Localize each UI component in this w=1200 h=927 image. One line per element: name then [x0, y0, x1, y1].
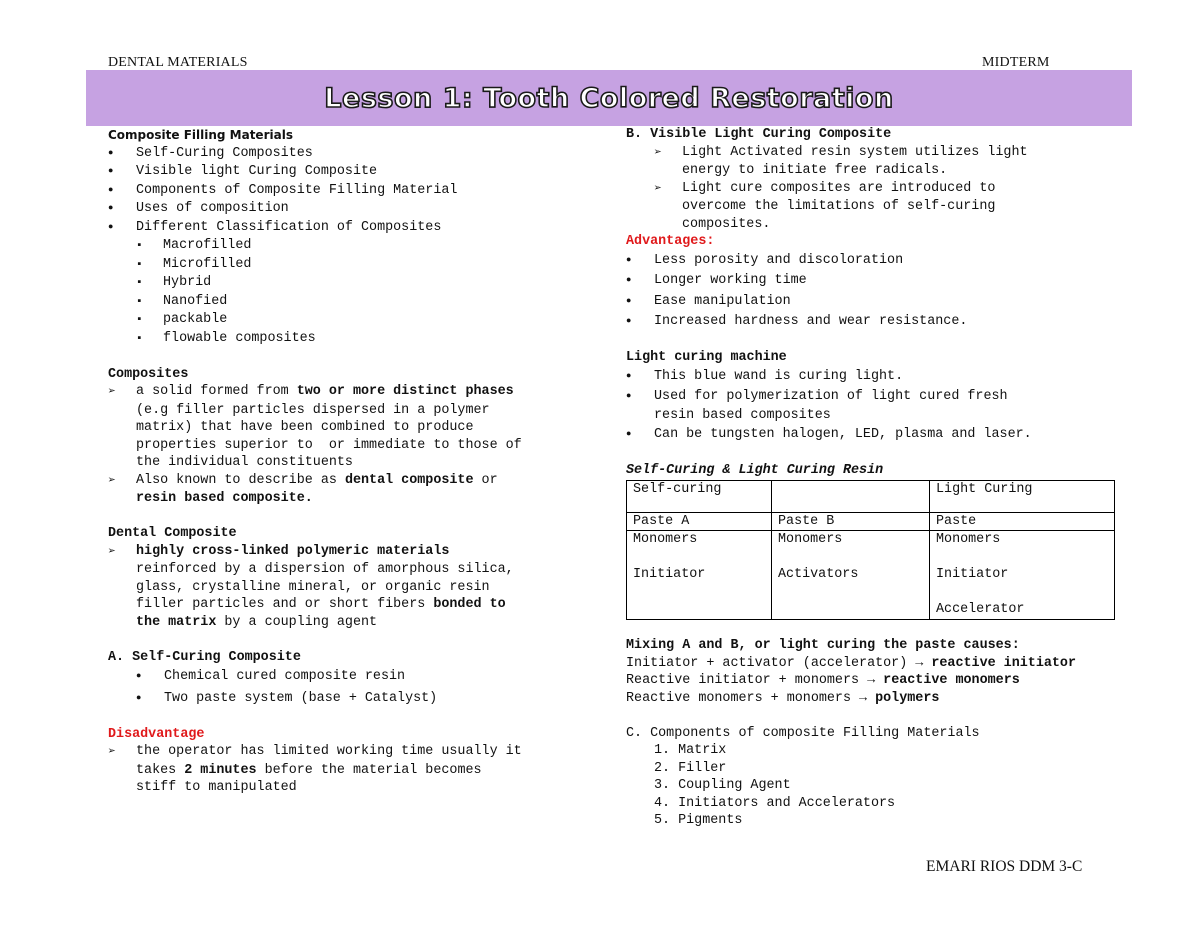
bullet-icon: [136, 690, 164, 709]
sub-list-item: ▪ packable: [108, 311, 588, 330]
components-heading: C. Components of composite Filling Materials: [626, 725, 980, 741]
list-item: 2. Filler: [654, 760, 727, 776]
bullet-icon: [626, 293, 654, 312]
dental-composite-heading: Dental Composite: [108, 526, 237, 541]
square-bullet-icon: [136, 293, 163, 312]
arrow-bullet-icon: [108, 543, 136, 562]
list-item: ● This blue wand is curing light.: [626, 368, 1126, 387]
table-cell: [772, 480, 930, 512]
bullet-icon: [626, 388, 654, 407]
self-curing-heading: A. Self-Curing Composite: [108, 649, 301, 665]
square-bullet-icon: [136, 237, 163, 256]
table-row: [627, 480, 1115, 512]
square-bullet-icon: [136, 274, 163, 293]
arrow-bullet-icon: [654, 144, 682, 163]
list-item: ➢ highly cross-linked polymeric materials: [108, 543, 588, 562]
square-bullet-icon: [136, 256, 163, 275]
list-item: ● Components of Composite Filling Material: [108, 182, 588, 201]
list-item: ● Longer working time: [626, 272, 1126, 291]
arrow-bullet-icon: [108, 383, 136, 402]
page-title: Lesson 1: Tooth Colored Restoration: [324, 82, 894, 114]
bullet-icon: [108, 219, 136, 238]
bullet-icon: [108, 200, 136, 219]
left-column: Composite Filling Materials ● Self-Curing Composites ● Visible light Curing Composite ● Components of Composite Filling Material ● Uses of composition ● Different Classification of Composites ▪ Macrofilled ▪ Microfilled ▪ Hybrid ▪ Nanofied ▪ packable ▪ flowable composites Composites ➢ a solid formed from two or more distinct phases (e.g filler particles dispersed in a polymer matrix) that have been combined to produce properties superior to or immediate to those of the individual constituents ➢ Also known to describe as dental composite or resin based composite. Dental Composite ➢ highly cross-linked polymeric materials reinforced by a dispersion of amorphous silica, glass, crystalline mineral, or organic resin filler particles and or short fibers bonded to the matrix by a coupling agent A. Self-Curing Composite ● Chemical cured composite resin ● Two paste system (base + Catalyst) Disadvantage ➢ the operator has limited working time usually it takes 2 minutes before the material becomes stiff to manipulated: [108, 127, 588, 797]
list-item: ➢ the operator has limited working time usually it: [108, 743, 588, 762]
arrow-bullet-icon: [108, 743, 136, 762]
light-curing-machine-heading: Light curing machine: [626, 350, 787, 365]
sub-list-item: ▪ Microfilled: [108, 256, 588, 275]
table-title: Self-Curing & Light Curing Resin: [626, 463, 884, 478]
table-cell: Monomers Activators: [772, 531, 930, 620]
bullet-icon: [626, 252, 654, 271]
table-cell: Paste: [930, 512, 1115, 531]
bullet-icon: [136, 668, 164, 687]
author-footer: EMARI RIOS DDM 3-C: [926, 858, 1083, 875]
list-item: ➢ a solid formed from two or more distinct phases: [108, 383, 588, 402]
list-item: 1. Matrix: [654, 743, 727, 758]
list-item: 4. Initiators and Accelerators: [654, 795, 896, 811]
bullet-icon: [626, 368, 654, 387]
table-row: [627, 512, 1115, 531]
list-item: ● Ease manipulation: [626, 293, 1126, 312]
list-item: ● Self-Curing Composites: [108, 145, 588, 164]
sub-list-item: ▪ Nanofied: [108, 293, 588, 312]
list-item: ● Used for polymerization of light cured fresh: [626, 388, 1126, 407]
table-cell: Self-curing: [627, 480, 772, 512]
table-cell: Paste B: [772, 512, 930, 531]
list-item: 5. Pigments: [654, 813, 743, 828]
cfm-heading: Composite Filling Materials: [108, 128, 293, 142]
right-column: B. Visible Light Curing Composite ➢ Light Activated resin system utilizes light energy to initiate free radicals. ➢ Light cure composites are introduced to overcome the limitations of self-curing composites. Advantages: ● Less porosity and discoloration ● Longer working time ● Ease manipulation ● Increased hardness and wear resistance. Light curing machine ● This blue wand is curing light. ● Used for polymerization of light cured fresh resin based composites ● Can be tungsten halogen, LED, plasma and laser. Self-Curing & Light Curing Resin Self-curing Light Curing Paste A Paste B Paste Monomers Initiator Monomers Activators Monomers Initiator Accelerator Mixing A and B, or light curing the paste causes: Initiator + activator (accelerator) → reactive initiator Reactive initiator + monomers → reactive monomers Reactive monomers + monomers → polymers C. Components of composite Filling Materials 1. Matrix 2. Filler 3. Coupling Agent 4. Initiators and Accelerators 5. Pigments: [626, 126, 1126, 830]
list-item: ➢ Also known to describe as dental composite or: [108, 472, 588, 491]
table-cell: Monomers Initiator Accelerator: [930, 531, 1115, 620]
list-item: ➢ Light Activated resin system utilizes light: [626, 144, 1126, 163]
vlc-heading: B. Visible Light Curing Composite: [626, 127, 892, 142]
bullet-icon: [108, 145, 136, 164]
bullet-icon: [626, 426, 654, 445]
list-item: ● Chemical cured composite resin: [108, 668, 588, 687]
header-term: MIDTERM: [982, 55, 1050, 70]
list-item: ● Can be tungsten halogen, LED, plasma and laser.: [626, 426, 1126, 445]
list-item: ● Visible light Curing Composite: [108, 163, 588, 182]
header-subject: DENTAL MATERIALS: [108, 55, 248, 70]
list-item: ● Two paste system (base + Catalyst): [108, 690, 588, 709]
square-bullet-icon: [136, 330, 163, 349]
bullet-icon: [626, 313, 654, 332]
bullet-icon: [108, 163, 136, 182]
arrow-bullet-icon: [654, 180, 682, 199]
list-item: ● Less porosity and discoloration: [626, 252, 1126, 271]
title-banner: [86, 70, 1132, 126]
bullet-icon: [108, 182, 136, 201]
table-row: [627, 531, 1115, 620]
sub-list-item: ▪ Macrofilled: [108, 237, 588, 256]
table-cell: Paste A: [627, 512, 772, 531]
disadvantage-heading: Disadvantage: [108, 726, 205, 742]
arrow-bullet-icon: [108, 472, 136, 491]
list-item: ● Uses of composition: [108, 200, 588, 219]
table-cell: Light Curing: [930, 480, 1115, 512]
advantages-heading: Advantages:: [626, 234, 715, 249]
sub-list-item: ▪ flowable composites: [108, 330, 588, 349]
list-item: ● Increased hardness and wear resistance.: [626, 313, 1126, 332]
list-item: ➢ Light cure composites are introduced to: [626, 180, 1126, 199]
list-item: ● Different Classification of Composites: [108, 219, 588, 238]
composites-heading: Composites: [108, 366, 189, 382]
square-bullet-icon: [136, 311, 163, 330]
list-item: 3. Coupling Agent: [654, 778, 791, 793]
table-cell: Monomers Initiator: [627, 531, 772, 620]
sub-list-item: ▪ Hybrid: [108, 274, 588, 293]
resin-table: [626, 480, 1115, 620]
bullet-icon: [626, 272, 654, 291]
mixing-heading: Mixing A and B, or light curing the paste causes:: [626, 638, 1020, 653]
